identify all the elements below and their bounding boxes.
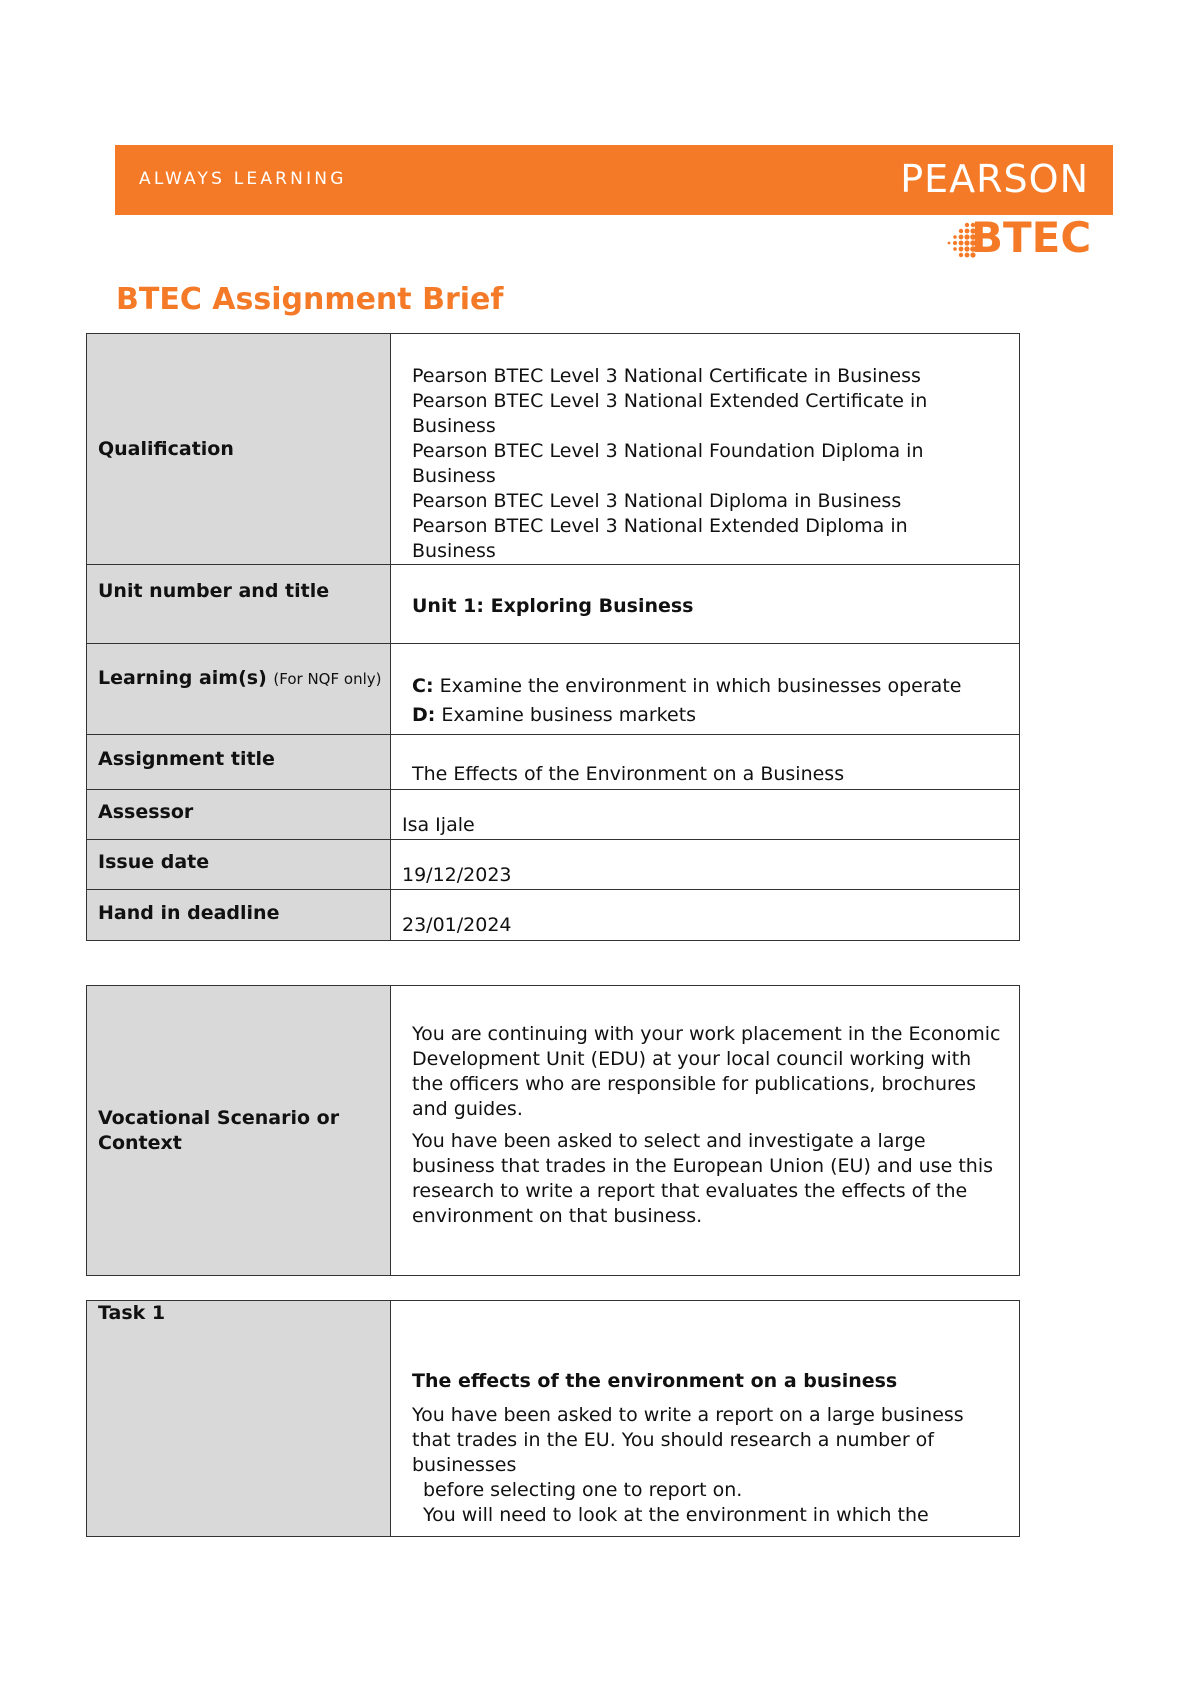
scenario-label: Vocational Scenario or xyxy=(98,1106,340,1129)
scenario-value xyxy=(391,986,1020,1276)
issue-date-label: Issue date xyxy=(87,840,391,890)
assessor-row xyxy=(87,790,1020,840)
scenario-row xyxy=(87,986,1020,1276)
aim-item xyxy=(412,672,1009,701)
assignment-title-row xyxy=(87,735,1020,790)
qualification-label: Qualification xyxy=(87,334,391,565)
task1-table xyxy=(86,1300,1020,1537)
task1-label: Task 1 xyxy=(87,1301,391,1537)
task1-line: You have been asked to write a report on a large business xyxy=(412,1404,964,1426)
qualification-row xyxy=(87,334,1020,565)
task1-line: You will need to look at the environment in which the xyxy=(423,1504,929,1526)
page-title: BTEC Assignment Brief xyxy=(116,282,504,317)
pearson-banner xyxy=(115,145,1113,215)
qualification-line: Business xyxy=(412,415,496,437)
banner-tagline: ALWAYS LEARNING xyxy=(139,169,347,189)
task1-line: that trades in the EU. You should research a number of xyxy=(412,1429,934,1451)
scenario-paragraph: You are continuing with your work placement in the Economic Development Unit (EDU) at your local council working with the officers who are responsible for publications, brochures and guides. xyxy=(412,1023,1001,1120)
qualification-line: Pearson BTEC Level 3 National Extended Certificate in xyxy=(412,390,928,412)
pearson-logo: PEARSON xyxy=(900,157,1089,201)
unit-row xyxy=(87,565,1020,644)
assessor-label: Assessor xyxy=(87,790,391,840)
task1-line: businesses xyxy=(412,1454,517,1476)
task1-row xyxy=(87,1301,1020,1537)
btec-logo xyxy=(945,213,1095,263)
aims-value xyxy=(391,644,1020,735)
unit-label: Unit number and title xyxy=(87,565,391,644)
btec-wordmark: BTEC xyxy=(971,213,1092,262)
deadline-row xyxy=(87,890,1020,941)
scenario-label-cell xyxy=(87,986,391,1276)
qualification-line: Pearson BTEC Level 3 National Certificate in Business xyxy=(412,365,921,387)
qualification-line: Pearson BTEC Level 3 National Extended Diploma in xyxy=(412,515,908,537)
scenario-label: Context xyxy=(98,1131,182,1154)
scenario-paragraph: You have been asked to select and investigate a large business that trades in the European Union (EU) and use this research to write a report that evaluates the effects of the environment on that business. xyxy=(412,1130,994,1227)
aims-label-note: (For NQF only) xyxy=(273,670,382,688)
aim-text: Examine business markets xyxy=(441,704,697,726)
task1-value xyxy=(391,1301,1020,1537)
aim-item xyxy=(412,701,1009,730)
aims-row xyxy=(87,644,1020,735)
assignment-title-label: Assignment title xyxy=(87,735,391,790)
aim-code: D: xyxy=(412,704,436,726)
details-table xyxy=(86,333,1020,941)
qualification-line: Business xyxy=(412,465,496,487)
issue-date-value: 19/12/2023 xyxy=(391,840,1020,890)
task1-line: before selecting one to report on. xyxy=(423,1479,743,1501)
qualification-value xyxy=(391,334,1020,565)
aim-text: Examine the environment in which businesses operate xyxy=(439,675,962,697)
aims-label: Learning aim(s) xyxy=(98,667,267,689)
aim-code: C: xyxy=(412,675,434,697)
assignment-title-value: The Effects of the Environment on a Business xyxy=(391,735,1020,790)
issue-date-row xyxy=(87,840,1020,890)
assessor-value: Isa Ijale xyxy=(391,790,1020,840)
deadline-label: Hand in deadline xyxy=(87,890,391,941)
unit-value: Unit 1: Exploring Business xyxy=(391,565,1020,644)
deadline-value: 23/01/2024 xyxy=(391,890,1020,941)
scenario-table xyxy=(86,985,1020,1276)
task1-heading: The effects of the environment on a business xyxy=(412,1370,898,1392)
qualification-line: Pearson BTEC Level 3 National Foundation Diploma in xyxy=(412,440,924,462)
qualification-line: Pearson BTEC Level 3 National Diploma in Business xyxy=(412,490,902,512)
aims-label-cell xyxy=(87,644,391,735)
qualification-line: Business xyxy=(412,540,496,562)
